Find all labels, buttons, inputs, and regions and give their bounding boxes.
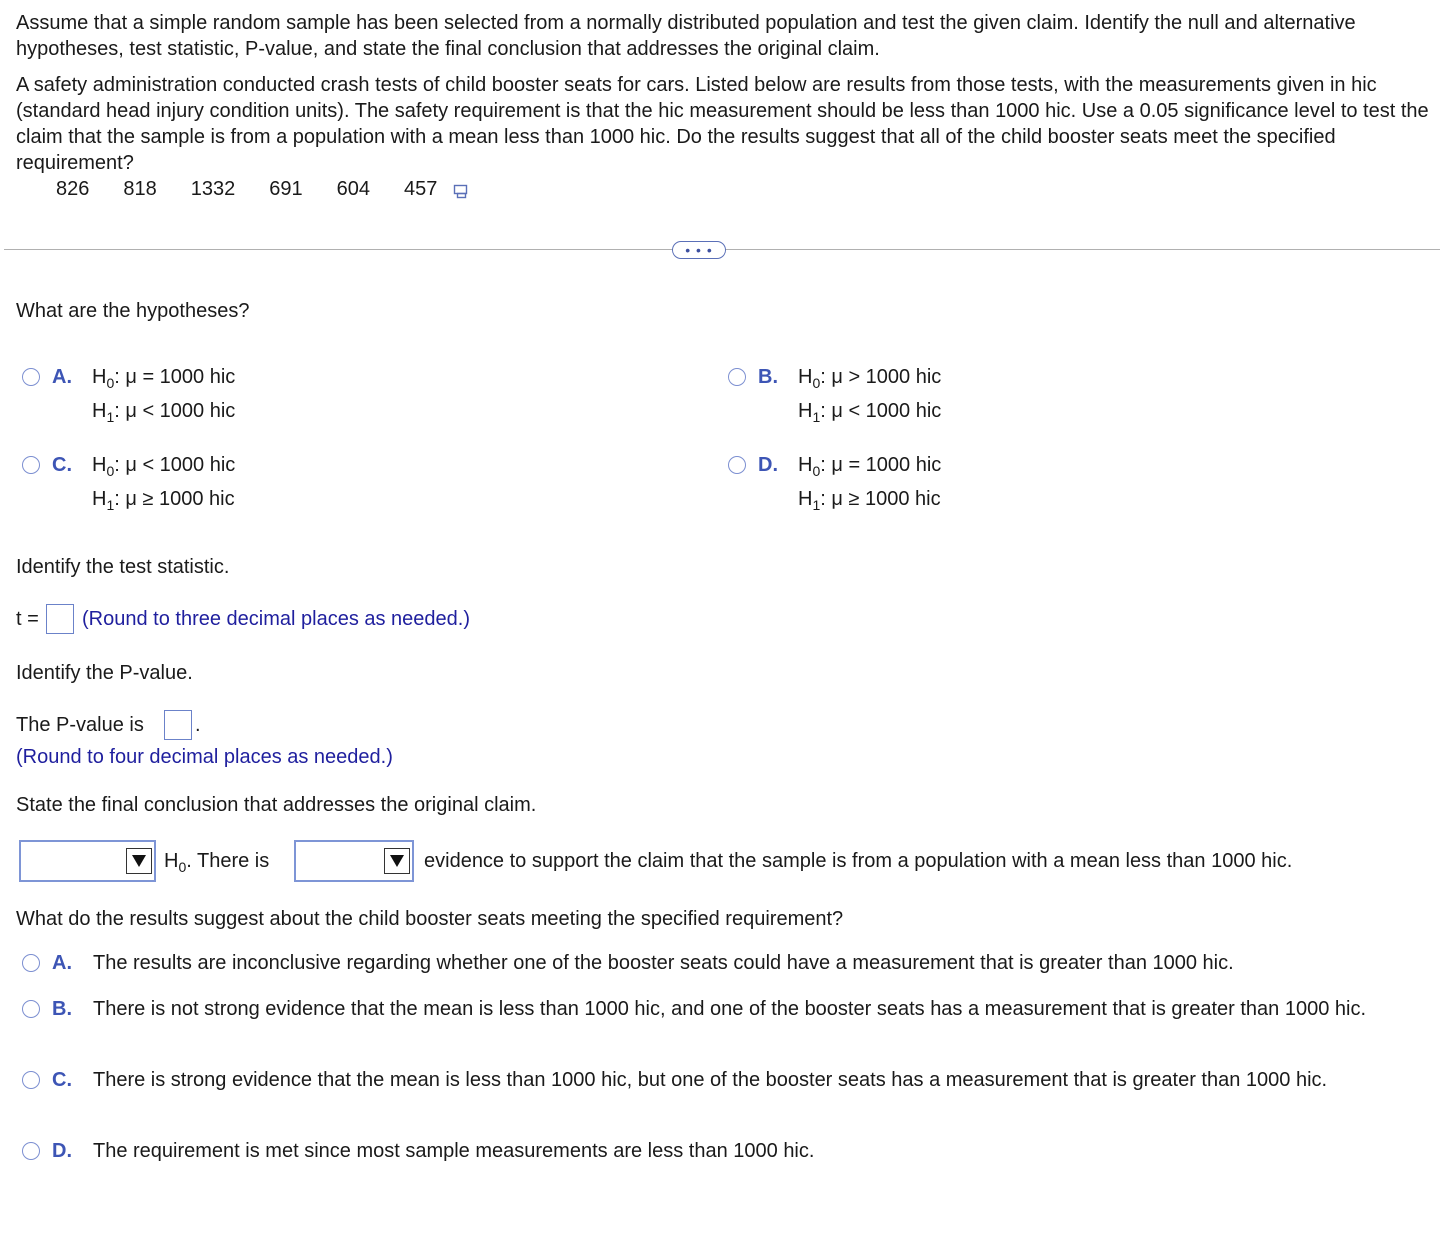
option-text: There is strong evidence that the mean is less than 1000 hic, but one of the booster seats has a measurement that is greater than 1000 hic. — [93, 1069, 1328, 1091]
more-button[interactable]: • • • — [672, 241, 726, 259]
alternative-hypothesis: $H_1$: μ < 1000 hic — [92, 400, 236, 425]
p-value-label: The P-value is — [16, 714, 144, 736]
test-statistic-question: Identify the test statistic. — [16, 556, 230, 578]
alternative-hypothesis: $H_1$: μ ≥ 1000 hic — [798, 488, 941, 513]
null-hypothesis: $H_0$: μ < 1000 hic — [92, 454, 236, 479]
null-hypothesis: $H_0$: μ = 1000 hic — [92, 366, 236, 391]
dropdown-arrow-icon[interactable] — [384, 848, 410, 874]
radio-button[interactable] — [728, 456, 746, 474]
radio-button[interactable] — [22, 1000, 40, 1018]
option-text: There is not strong evidence that the mean is less than 1000 hic, and one of the booster seats has a measurement that is greater than 1000 hic. — [93, 998, 1366, 1020]
conclusion-h0-text: $H_0$. There is — [164, 850, 270, 875]
option-text: The results are inconclusive regarding whether one of the booster seats could have a measurement that is greater than 1000 hic. — [93, 952, 1234, 974]
option-letter: A. — [52, 366, 72, 388]
radio-button[interactable] — [22, 1142, 40, 1160]
data-value: 818 — [123, 178, 157, 200]
data-values-row — [56, 176, 469, 202]
data-value: 457 — [404, 178, 438, 200]
evidence-strength-dropdown[interactable] — [294, 840, 414, 882]
t-value-input[interactable] — [46, 604, 74, 634]
radio-button[interactable] — [22, 368, 40, 386]
option-letter: D. — [758, 454, 778, 476]
alternative-hypothesis: $H_1$: μ < 1000 hic — [798, 400, 942, 425]
option-letter: D. — [52, 1140, 72, 1162]
option-text: The requirement is met since most sample measurements are less than 1000 hic. — [93, 1140, 815, 1162]
option-letter: A. — [52, 952, 72, 974]
reject-decision-dropdown[interactable] — [19, 840, 156, 882]
null-hypothesis: $H_0$: μ = 1000 hic — [798, 454, 942, 479]
option-letter: B. — [52, 998, 72, 1020]
option-letter: C. — [52, 454, 72, 476]
radio-button[interactable] — [728, 368, 746, 386]
copy-data-icon[interactable] — [453, 181, 469, 197]
hypotheses-question: What are the hypotheses? — [16, 300, 250, 322]
data-value: 604 — [336, 178, 370, 200]
null-hypothesis: $H_0$: μ > 1000 hic — [798, 366, 942, 391]
t-rounding-hint: (Round to three decimal places as needed.) — [82, 608, 471, 630]
option-letter: C. — [52, 1069, 72, 1091]
radio-button[interactable] — [22, 456, 40, 474]
dropdown-arrow-icon[interactable] — [126, 848, 152, 874]
alternative-hypothesis: $H_1$: μ ≥ 1000 hic — [92, 488, 235, 513]
conclusion-question: State the final conclusion that addresses the original claim. — [16, 794, 537, 816]
requirement-question: What do the results suggest about the child booster seats meeting the specified requirement? — [16, 908, 844, 930]
option-letter: B. — [758, 366, 778, 388]
p-value-question: Identify the P-value. — [16, 662, 193, 684]
t-label: t = — [16, 608, 39, 630]
instructions-text: Assume that a simple random sample has been selected from a normally distributed population and test the given claim. Identify the null and alternative hypotheses, test statistic, P-value, and state the final conclusion that addresses the original claim. — [16, 12, 1356, 60]
p-value-input[interactable] — [164, 710, 192, 740]
problem-text: A safety administration conducted crash tests of child booster seats for cars. Listed below are results from those tests, with the measurements given in hic (standard head injury condition units). The safety requirement is that the hic measurement should be less than 1000 hic. Use a 0.05 significance level to test the claim that the sample is from a population with a mean less than 1000 hic. Do the results suggest that all of the child booster seats meet the specified requirement? — [16, 74, 1429, 174]
data-value: 691 — [269, 178, 303, 200]
conclusion-tail-text: evidence to support the claim that the sample is from a population with a mean less than 1000 hic. — [424, 850, 1293, 872]
p-value-period: . — [195, 714, 201, 736]
radio-button[interactable] — [22, 954, 40, 972]
data-value: 1332 — [190, 178, 236, 200]
p-value-rounding-hint: (Round to four decimal places as needed.) — [16, 746, 393, 768]
radio-button[interactable] — [22, 1071, 40, 1089]
data-value: 826 — [56, 178, 90, 200]
